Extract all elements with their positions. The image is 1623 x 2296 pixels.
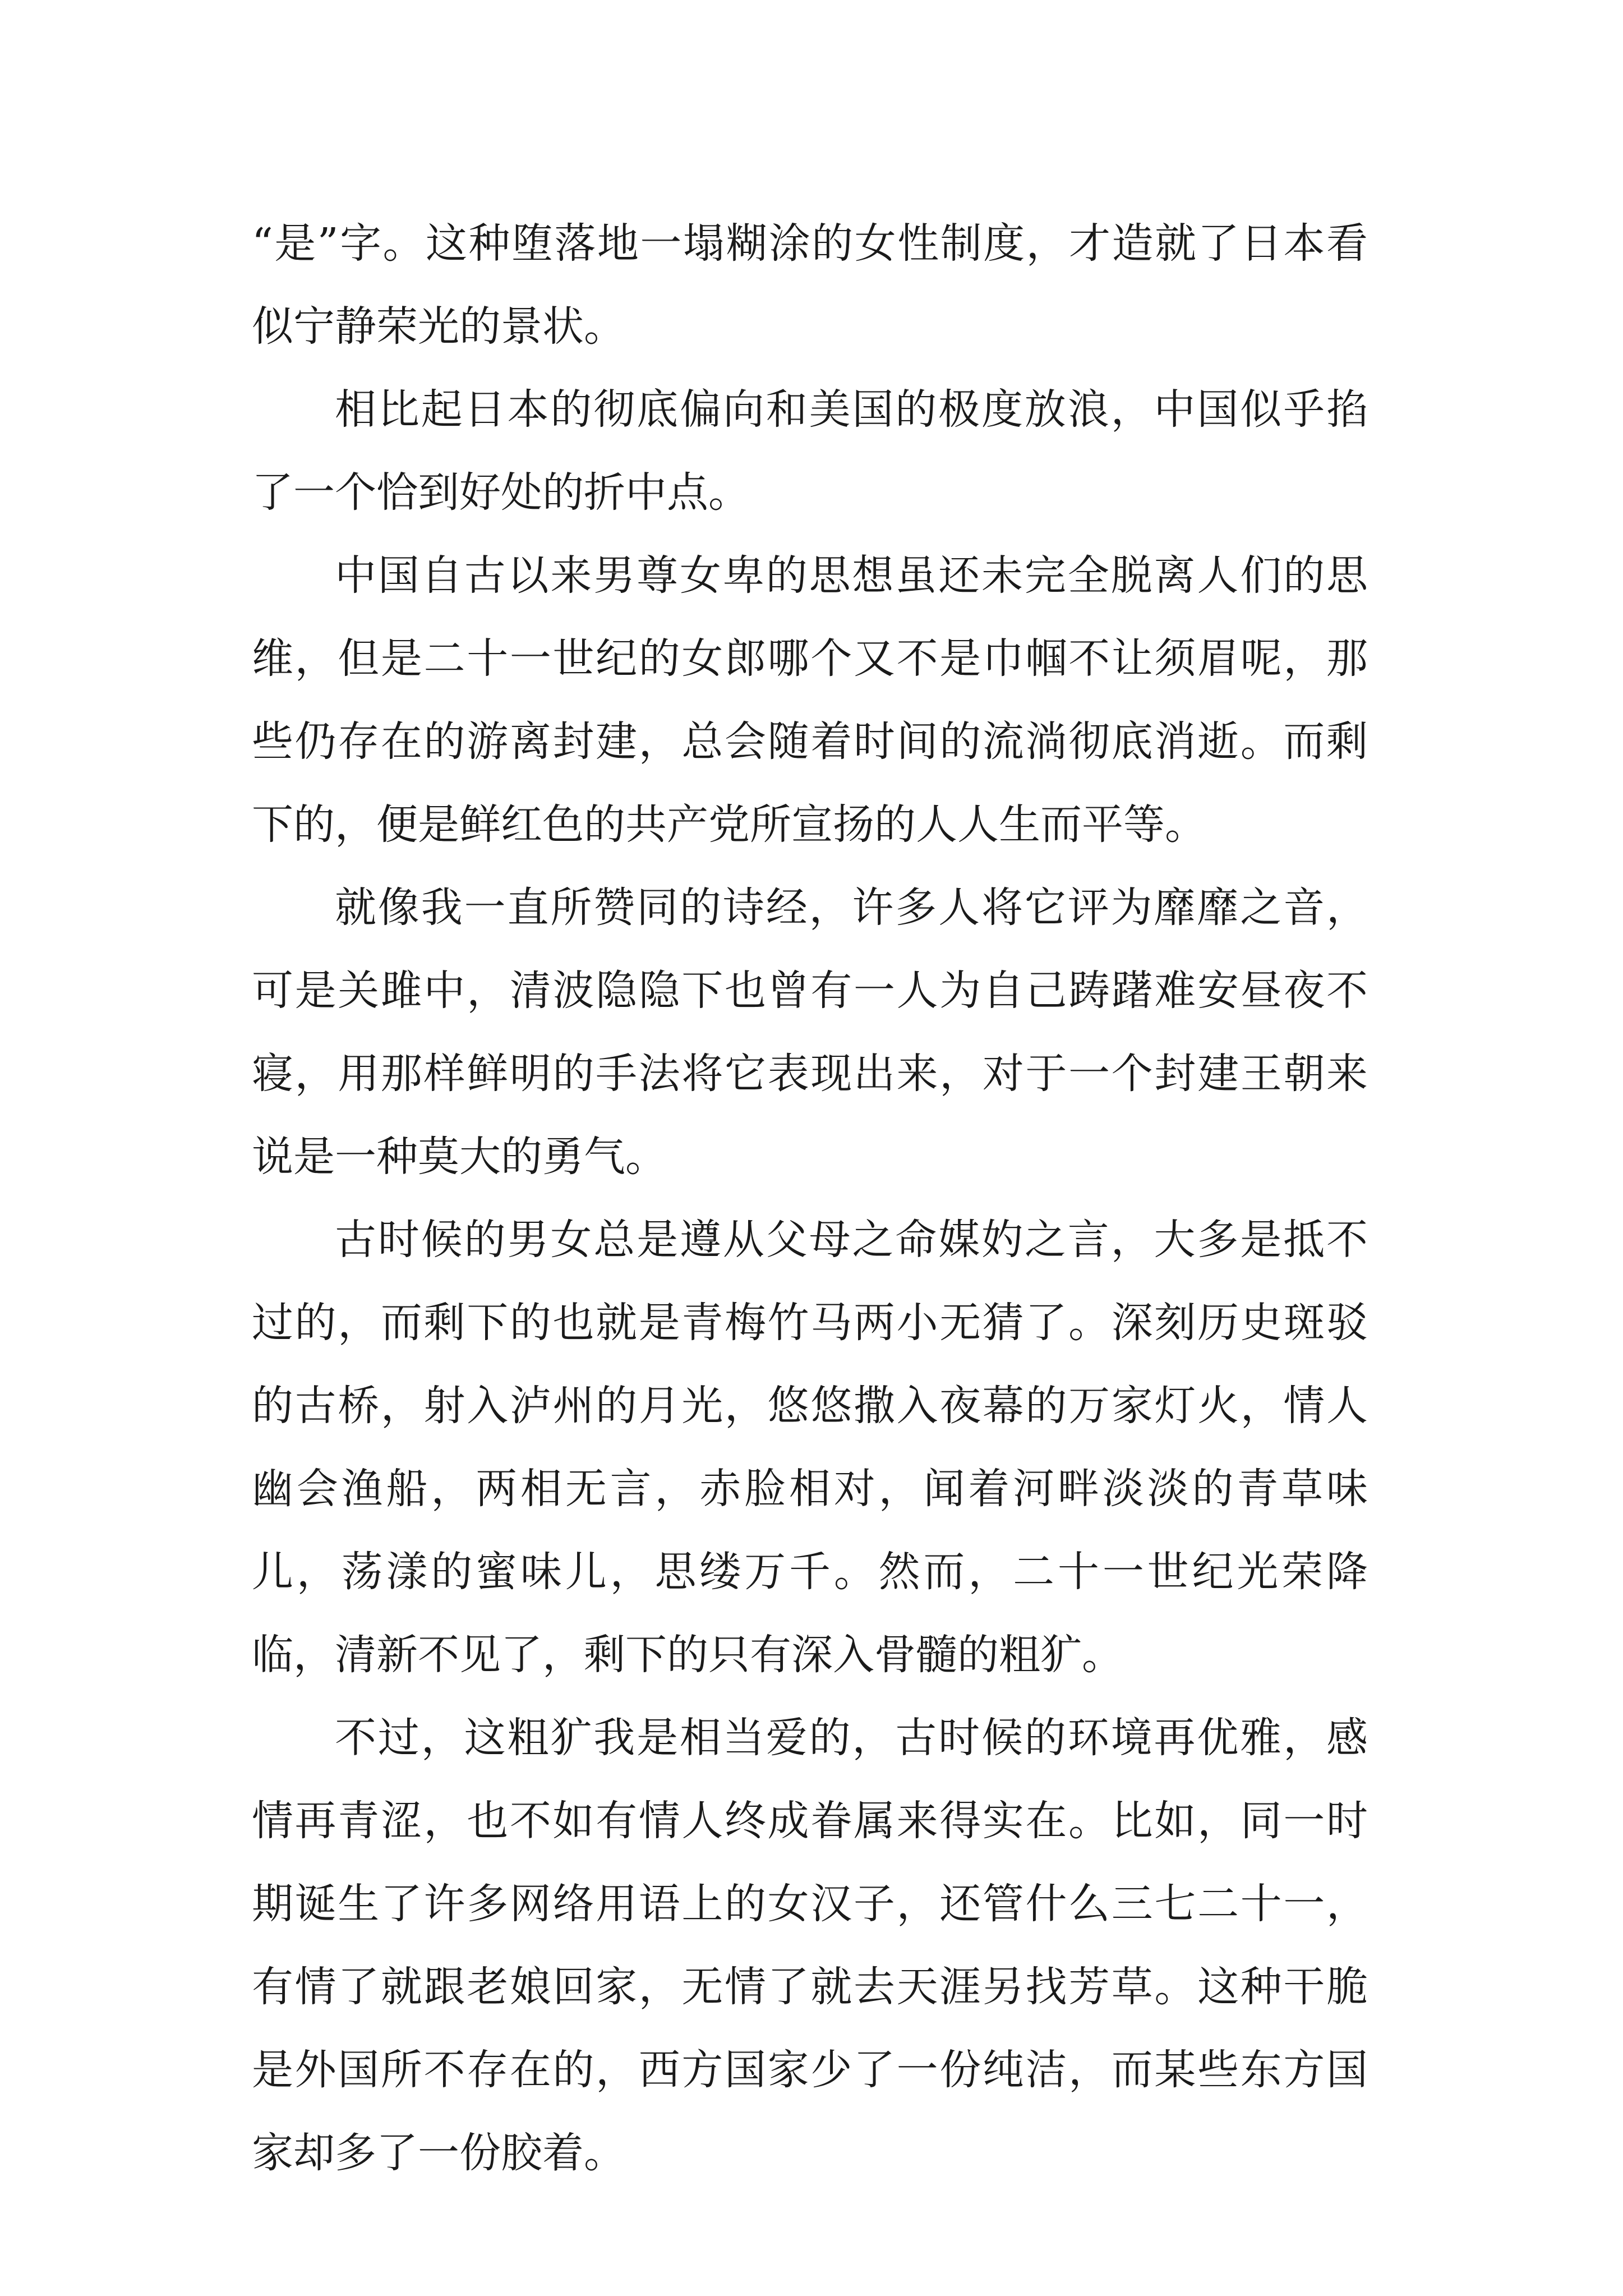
paragraph: 古时候的男女总是遵从父母之命媒妁之言，大多是抵不过的，而剩下的也就是青梅竹马两小无猜了。深刻历史斑驳的古桥，射入泸州的月光，悠悠撒入夜幕的万家灯火，情人幽会渔船，两相无言，赤脸相对，闻着河畔淡淡的青草味儿，荡漾的蜜味儿，思缕万千。然而，二十一世纪光荣降临，清新不见了，剩下的只有深入骨髓的粗犷。 <box>252 1216 1368 1679</box>
paragraph-continuation: “是”字。这种堕落地一塌糊涂的女性制度，才造就了日本看似宁静荣光的景状。 <box>252 219 1368 351</box>
paragraph: 相比起日本的彻底偏向和美国的极度放浪，中国似乎掐了一个恰到好处的折中点。 <box>252 385 1368 517</box>
paragraph: 就像我一直所赞同的诗经，许多人将它评为靡靡之音，可是关雎中，清波隐隐下也曾有一人为自己踌躇难安昼夜不寝，用那样鲜明的手法将它表现出来，对于一个封建王朝来说是一种莫大的勇气。 <box>252 884 1368 1181</box>
paragraph: 中国自古以来男尊女卑的思想虽还未完全脱离人们的思维，但是二十一世纪的女郎哪个又不是巾帼不让须眉呢，那些仍存在的游离封建，总会随着时间的流淌彻底消逝。而剩下的，便是鲜红色的共产党所宣扬的人人生而平等。 <box>252 551 1368 849</box>
body-text <box>252 202 1368 2194</box>
paragraph: 不过，这粗犷我是相当爱的，古时候的环境再优雅，感情再青涩，也不如有情人终成眷属来得实在。比如，同一时期诞生了许多网络用语上的女汉子，还管什么三七二十一，有情了就跟老娘回家，无情了就去天涯另找芳草。这种干脆是外国所不存在的，西方国家少了一份纯洁，而某些东方国家却多了一份胶着。 <box>252 1714 1368 2177</box>
